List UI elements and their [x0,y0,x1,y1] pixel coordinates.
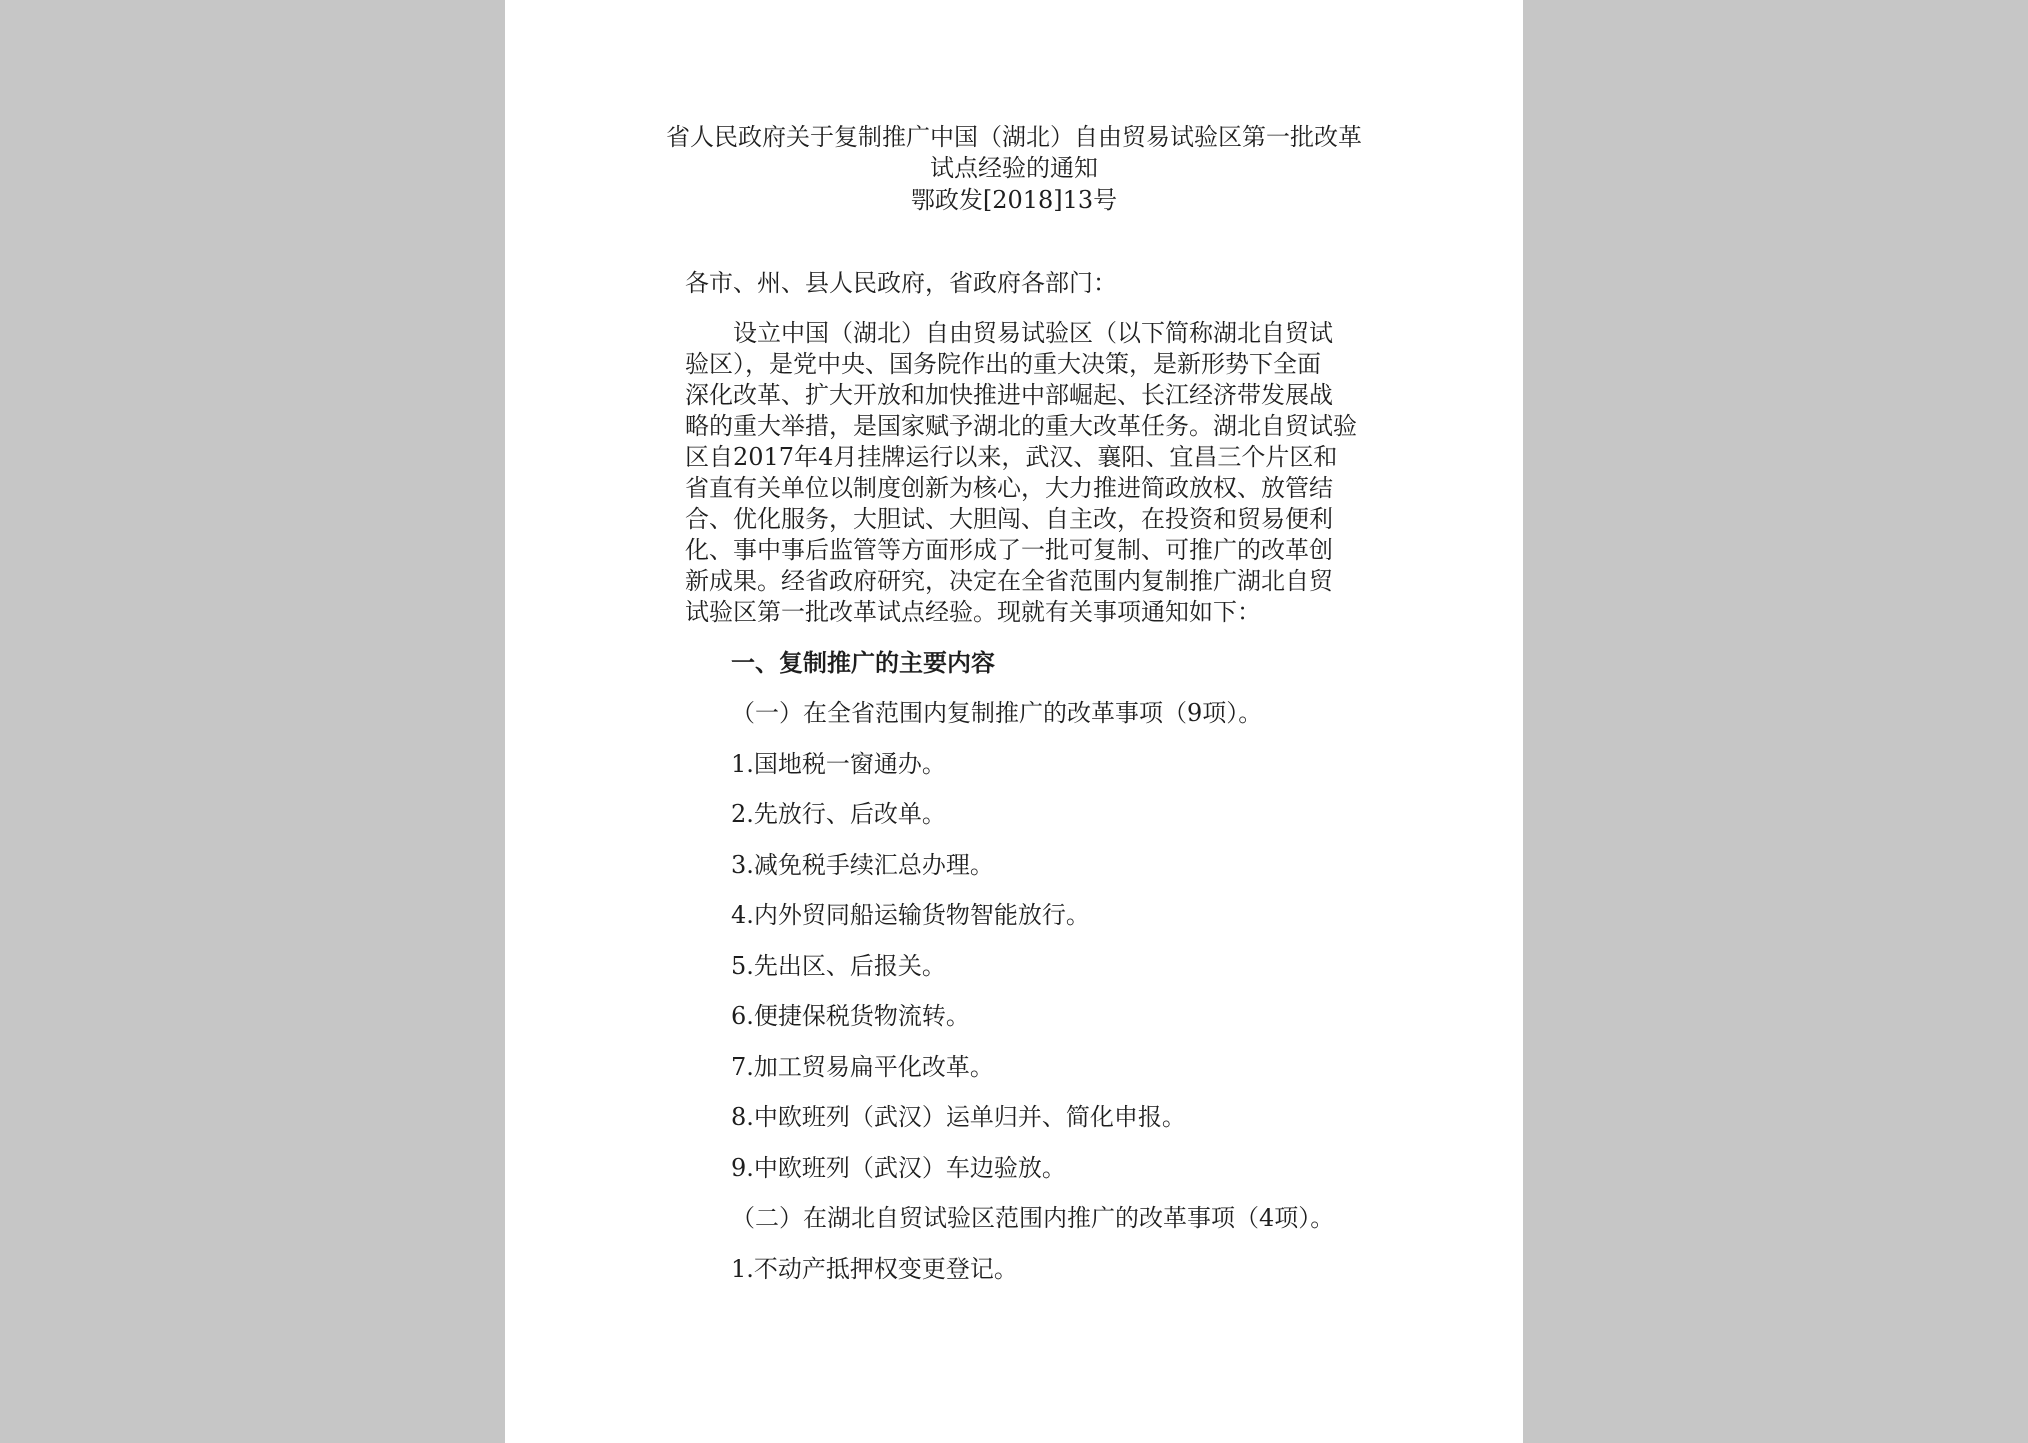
intro-paragraph-line: 试验区第一批改革试点经验。现就有关事项通知如下： [685,598,1261,626]
subsection-heading: （一）在全省范围内复制推广的改革事项（9项）。 [731,699,1263,727]
list-item: 8.中欧班列（武汉）运单归并、简化申报。 [731,1103,1186,1131]
list-item: 1.不动产抵押权变更登记。 [731,1255,1018,1283]
list-item: 6.便捷保税货物流转。 [731,1002,970,1030]
intro-paragraph-line: 省直有关单位以制度创新为核心，大力推进简政放权、放管结 [685,474,1333,502]
document-number: 鄂政发[2018]13号 [910,186,1118,214]
intro-paragraph-line: 合、优化服务，大胆试、大胆闯、自主改，在投资和贸易便利 [685,505,1333,533]
list-item: 2.先放行、后改单。 [731,800,946,828]
subsection-heading: （二）在湖北自贸试验区范围内推广的改革事项（4项）。 [731,1204,1335,1232]
intro-paragraph-line: 深化改革、扩大开放和加快推进中部崛起、长江经济带发展战 [685,381,1333,409]
list-item: 7.加工贸易扁平化改革。 [731,1053,994,1081]
document-title-line1: 省人民政府关于复制推广中国（湖北）自由贸易试验区第一批改革 [666,123,1362,151]
section-heading: 一、复制推广的主要内容 [731,648,995,677]
intro-paragraph-line: 化、事中事后监管等方面形成了一批可复制、可推广的改革创 [685,536,1333,564]
intro-paragraph-line: 区自2017年4月挂牌运行以来，武汉、襄阳、宜昌三个片区和 [685,443,1338,471]
list-item: 9.中欧班列（武汉）车边验放。 [731,1154,1066,1182]
intro-paragraph-line: 验区），是党中央、国务院作出的重大决策，是新形势下全面 [685,350,1321,378]
intro-paragraph-line: 设立中国（湖北）自由贸易试验区（以下简称湖北自贸试 [733,319,1333,347]
document-title-line2: 试点经验的通知 [930,154,1098,182]
intro-paragraph-line: 略的重大举措，是国家赋予湖北的重大改革任务。湖北自贸试验 [685,412,1357,440]
list-item: 4.内外贸同船运输货物智能放行。 [731,901,1090,929]
list-item: 1.国地税一窗通办。 [731,750,946,778]
document-page [505,0,1523,1443]
salutation: 各市、州、县人民政府，省政府各部门： [685,269,1117,297]
list-item: 5.先出区、后报关。 [731,952,946,980]
list-item: 3.减免税手续汇总办理。 [731,851,994,879]
intro-paragraph-line: 新成果。经省政府研究，决定在全省范围内复制推广湖北自贸 [685,567,1333,595]
